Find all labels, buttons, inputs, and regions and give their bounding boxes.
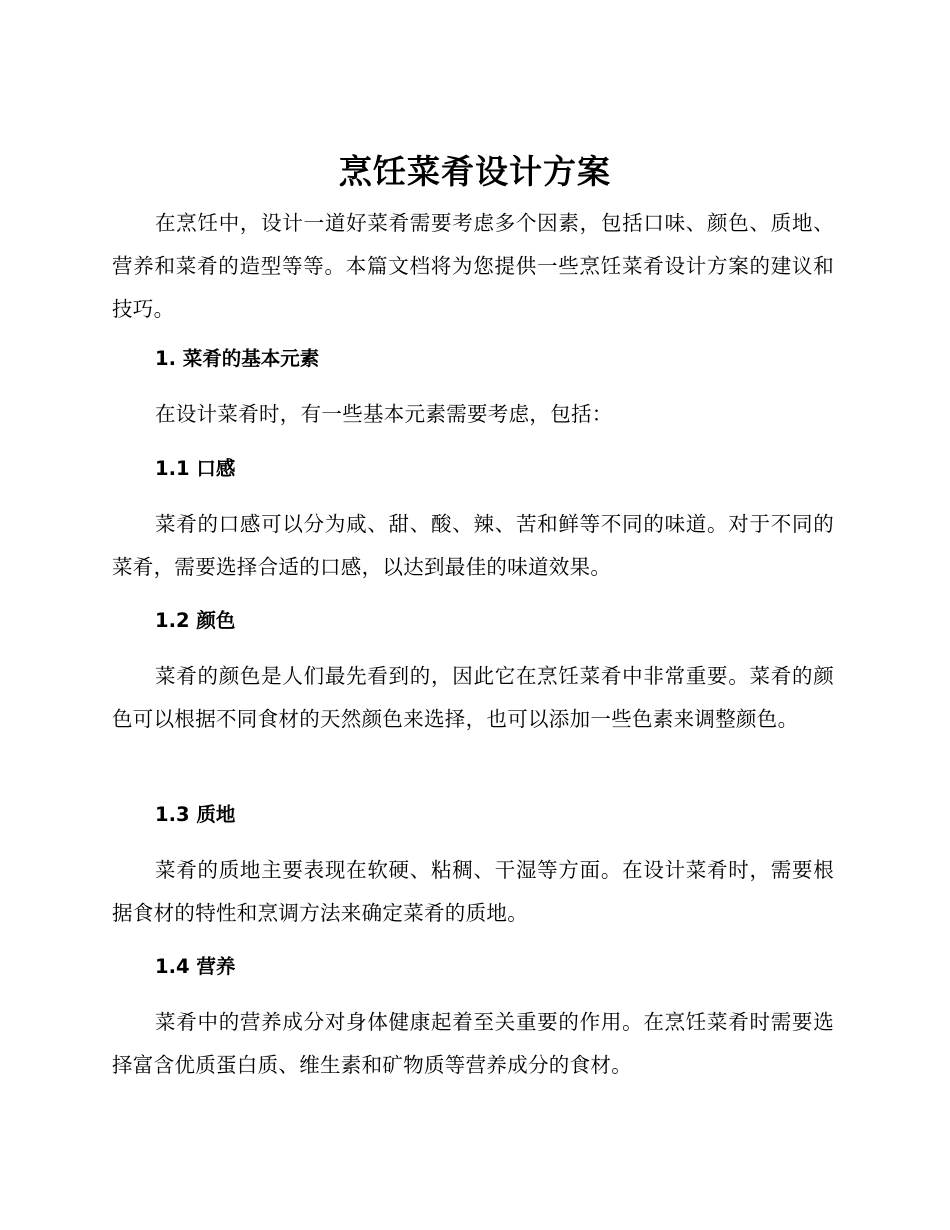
subsection-heading-texture: 1.3 质地 bbox=[155, 803, 236, 826]
subsection-taste-text: 菜肴的口感可以分为咸、甜、酸、辣、苦和鲜等不同的味道。对于不同的菜肴，需要选择合适的口感，以达到最佳的味道效果。 bbox=[112, 512, 834, 579]
subsection-nutrition-text: 菜肴中的营养成分对身体健康起着至关重要的作用。在烹饪菜肴时需要选择富含优质蛋白质、维生素和矿物质等营养成分的食材。 bbox=[112, 1010, 834, 1077]
subsection-heading-nutrition: 1.4 营养 bbox=[155, 955, 236, 978]
intro-paragraph: 在烹饪中，设计一道好菜肴需要考虑多个因素，包括口味、颜色、质地、营养和菜肴的造型等等。本篇文档将为您提供一些烹饪菜肴设计方案的建议和技巧。 bbox=[112, 211, 834, 321]
section-basic-elements-text: 在设计菜肴时，有一些基本元素需要考虑，包括： bbox=[155, 402, 613, 426]
section-heading-basic-elements: 1. 菜肴的基本元素 bbox=[155, 347, 320, 370]
document-title: 烹饪菜肴设计方案 bbox=[339, 152, 611, 191]
subsection-color-text: 菜肴的颜色是人们最先看到的，因此它在烹饪菜肴中非常重要。菜肴的颜色可以根据不同食材的天然颜色来选择，也可以添加一些色素来调整颜色。 bbox=[112, 664, 834, 731]
subsection-heading-taste: 1.1 口感 bbox=[155, 457, 236, 480]
subsection-heading-color: 1.2 颜色 bbox=[155, 609, 236, 632]
subsection-texture-text: 菜肴的质地主要表现在软硬、粘稠、干湿等方面。在设计菜肴时，需要根据食材的特性和烹调方法来确定菜肴的质地。 bbox=[112, 858, 834, 925]
